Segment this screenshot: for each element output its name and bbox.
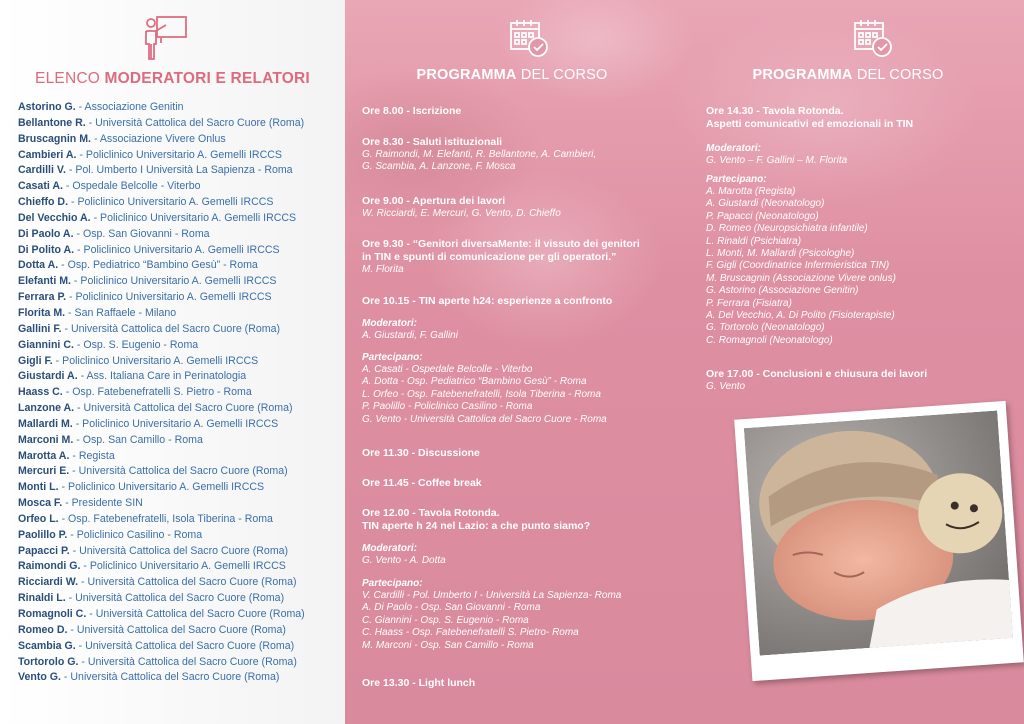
moderator-item: Monti L. - Policlinico Universitario A. Gemelli IRCCS: [18, 481, 265, 494]
program-block: [362, 195, 561, 220]
moderator-item: Astorino G. - Associazione Genitin: [18, 101, 184, 113]
program-title-2: PROGRAMMA DEL CORSO: [752, 67, 944, 83]
program-time-title: Ore 11.45 - Coffee break: [362, 477, 482, 489]
moderator-name: Gigli F.: [18, 354, 53, 367]
moderator-affiliation: Presidente SIN: [71, 497, 143, 510]
moderator-name: Bellantone R.: [18, 116, 86, 129]
moderator-name: Haass C.: [18, 386, 63, 399]
program-detail: A. Del Vecchio, A. Di Polito (Fisioterapiste): [706, 310, 895, 322]
program-detail: P. Ferrara (Fisiatra): [706, 297, 792, 309]
moderator-name: Astorino G.: [18, 101, 76, 113]
moderator-item: Cambieri A. - Policlinico Universitario A. Gemelli IRCCS: [18, 148, 282, 161]
program-detail: P. Paolillo - Policlinico Casilino - Roma: [362, 401, 533, 413]
moderator-name: Giannini C.: [18, 338, 74, 351]
moderator-name: Mosca F.: [18, 497, 63, 510]
program-block: [706, 105, 913, 131]
moderator-affiliation: Associazione Genitin: [84, 101, 184, 113]
moderator-name: Romagnoli C.: [18, 608, 87, 620]
moderator-name: Cardilli V.: [18, 164, 66, 177]
moderator-name: Ferrara P.: [18, 291, 67, 304]
program-time-title: Ore 9.00 - Apertura dei lavori: [362, 195, 506, 207]
moderator-name: Elefanti M.: [18, 275, 71, 288]
moderator-item: Di Polito A. - Policlinico Universitario A. Gemelli IRCCS: [18, 243, 280, 256]
program-detail: A. Di Paolo - Osp. San Giovanni - Roma: [362, 602, 541, 614]
moderator-name: Bruscagnin M.: [18, 132, 91, 145]
program-detail: L. Monti, M. Mallardi (Psicologhe): [706, 248, 855, 260]
program-time-title: Ore 8.00 - Iscrizione: [362, 105, 462, 117]
moderator-item: Mallardi M. - Policlinico Universitario A. Gemelli IRCCS: [18, 417, 279, 430]
program-block: [362, 447, 480, 460]
moderator-name: Tortorolo G.: [18, 655, 79, 668]
program-role-label: Partecipano:: [706, 174, 767, 185]
moderator-affiliation: Università Cattolica del Sacro Cuore (Roma): [95, 608, 305, 620]
moderator-item: Cardilli V. - Pol. Umberto I Università La Sapienza - Roma: [18, 164, 293, 177]
moderator-item: Haass C. - Osp. Fatebenefratelli S. Pietro - Roma: [18, 386, 252, 399]
moderator-item: Bruscagnin M. - Associazione Vivere Onlus: [18, 132, 226, 145]
moderator-name: Marotta A.: [18, 449, 70, 462]
program-role-label: Moderatori:: [362, 318, 417, 329]
moderator-affiliation: Università Cattolica del Sacro Cuore (Roma): [83, 402, 293, 415]
program-time-title: TIN aperte h 24 nel Lazio: a che punto siamo?: [362, 520, 591, 532]
moderator-item: Giannini C. - Osp. S. Eugenio - Roma: [18, 338, 199, 351]
program-block: [362, 136, 596, 174]
moderator-item: Mosca F. - Presidente SIN: [18, 497, 143, 510]
moderator-name: Papacci P.: [18, 544, 70, 557]
moderator-item: Elefanti M. - Policlinico Universitario A. Gemelli IRCCS: [18, 275, 277, 288]
moderator-affiliation: Università Cattolica del Sacro Cuore (Roma): [87, 655, 297, 668]
moderator-item: Gigli F. - Policlinico Universitario A. Gemelli IRCCS: [18, 354, 259, 367]
moderator-name: Mallardi M.: [18, 417, 73, 430]
moderator-name: Casati A.: [18, 180, 63, 193]
program-detail: G. Vento: [706, 381, 746, 392]
baby-photo: [734, 401, 1024, 681]
program-detail: A. Marotta (Regista): [706, 186, 796, 197]
program-role-label: Moderatori:: [362, 543, 417, 554]
moderator-item: Florita M. - San Raffaele - Milano: [18, 306, 177, 319]
moderator-item: Scambia G. - Università Cattolica del Sacro Cuore (Roma): [18, 639, 295, 652]
moderator-affiliation: Università Cattolica del Sacro Cuore (Roma): [85, 639, 295, 652]
moderator-affiliation: Osp. San Giovanni - Roma: [82, 227, 210, 240]
program-detail: G. Tortorolo (Neonatologo): [706, 322, 825, 334]
moderator-name: Gallini F.: [18, 322, 62, 335]
program-detail: G. Scambia, A. Lanzone, F. Mosca: [362, 161, 516, 173]
moderator-affiliation: San Raffaele - Milano: [74, 306, 177, 319]
moderator-affiliation: Università Cattolica del Sacro Cuore (Roma): [70, 322, 280, 335]
moderator-name: Romeo D.: [18, 623, 68, 636]
program-time-title: Ore 13.30 - Light lunch: [362, 677, 476, 689]
program-time-title: Ore 11.30 - Discussione: [362, 447, 480, 459]
program-detail: F. Gigli (Coordinatrice Infermieristica TIN): [706, 260, 890, 272]
program-detail: G. Vento - Università Cattolica del Sacro Cuore - Roma: [362, 413, 607, 425]
moderator-item: Romeo D. - Università Cattolica del Sacro Cuore (Roma): [18, 623, 286, 636]
moderator-affiliation: Osp. San Camillo - Roma: [82, 433, 203, 446]
moderator-affiliation: Osp. Fatebenefratelli, Isola Tiberina - Roma: [68, 512, 273, 525]
moderator-name: Dotta A.: [18, 259, 59, 272]
program-block: [362, 351, 607, 426]
moderator-name: Di Paolo A.: [18, 227, 74, 240]
program-detail: P. Papacci (Neonatologo): [706, 210, 819, 222]
program-block: [362, 577, 621, 652]
moderator-name: Raimondi G.: [18, 560, 81, 573]
program-block: [362, 677, 475, 690]
program-block: [362, 105, 461, 118]
program-detail: C. Romagnoli (Neonatologo): [706, 334, 833, 346]
program-detail: A. Giustardi (Neonatologo): [706, 198, 825, 210]
program-time-title: Ore 12.00 - Tavola Rotonda.: [362, 507, 500, 519]
moderator-item: Ferrara P. - Policlinico Universitario A. Gemelli IRCCS: [18, 291, 272, 304]
moderator-name: Mercuri E.: [18, 465, 70, 478]
program-block: [362, 238, 640, 276]
moderator-affiliation: Università Cattolica del Sacro Cuore (Roma): [87, 576, 297, 589]
moderator-affiliation: Regista: [78, 449, 115, 462]
moderator-item: Marotta A. - Regista: [18, 449, 115, 462]
moderator-item: Gallini F. - Università Cattolica del Sacro Cuore (Roma): [18, 322, 280, 335]
program-detail: M. Marconi - Osp. San Camillo - Roma: [362, 639, 534, 651]
moderator-affiliation: Università Cattolica del Sacro Cuore (Roma): [95, 116, 305, 129]
calendar-check-icon: [853, 18, 893, 58]
moderator-item: Orfeo L. - Osp. Fatebenefratelli, Isola Tiberina - Roma: [18, 512, 273, 525]
program-block: [362, 507, 590, 533]
program-block: [706, 368, 927, 393]
program-time-title: Ore 17.00 - Conclusioni e chiusura dei lavori: [706, 368, 928, 380]
program-detail: A. Casati - Ospedale Belcolle - Viterbo: [362, 364, 533, 375]
moderator-name: Rinaldi L.: [18, 592, 66, 605]
moderator-affiliation: Ass. Italiana Care in Perinatologia: [86, 370, 247, 383]
moderator-item: Del Vecchio A. - Policlinico Universitario A. Gemelli IRCCS: [18, 211, 297, 224]
moderator-name: Scambia G.: [18, 639, 76, 652]
moderator-name: Marconi M.: [18, 433, 74, 446]
program-block: [362, 542, 446, 567]
moderator-affiliation: Osp. S. Eugenio - Roma: [83, 338, 199, 351]
moderator-item: Vento G. - Università Cattolica del Sacro Cuore (Roma): [18, 671, 280, 684]
moderators-title: ELENCO MODERATORI E RELATORI: [35, 70, 310, 87]
moderator-item: Casati A. - Ospedale Belcolle - Viterbo: [18, 180, 201, 193]
program-time-title: Ore 14.30 - Tavola Rotonda.: [706, 105, 844, 117]
moderator-affiliation: Policlinico Universitario A. Gemelli IRCCS: [100, 211, 297, 224]
program-block: [362, 477, 482, 490]
moderator-affiliation: Pol. Umberto I Università La Sapienza - Roma: [75, 164, 293, 177]
moderator-name: Orfeo L.: [18, 512, 59, 525]
moderator-item: Lanzone A. - Università Cattolica del Sacro Cuore (Roma): [18, 402, 293, 415]
moderators-panel: [0, 0, 345, 724]
moderator-name: Cambieri A.: [18, 148, 77, 161]
program-detail: G. Astorino (Associazione Genitin): [706, 285, 859, 297]
moderator-affiliation: Università Cattolica del Sacro Cuore (Roma): [78, 465, 288, 478]
program-detail: L. Orfeo - Osp. Fatebenefratelli, Isola Tiberina - Roma: [362, 388, 601, 400]
program-detail: C. Giannini - Osp. S. Eugenio - Roma: [362, 614, 529, 626]
moderator-affiliation: Policlinico Casilino - Roma: [76, 528, 203, 541]
program-detail: M. Bruscagnin (Associazione Vivere onlus): [706, 272, 896, 284]
moderator-item: Giustardi A. - Ass. Italiana Care in Perinatologia: [18, 370, 247, 383]
moderator-affiliation: Policlinico Universitario A. Gemelli IRCCS: [89, 560, 286, 573]
moderator-item: Dotta A. - Osp. Pediatrico “Bambino Gesù” - Roma: [18, 259, 258, 272]
program-title-1: PROGRAMMA DEL CORSO: [416, 67, 608, 83]
moderator-affiliation: Università Cattolica del Sacro Cuore (Roma): [79, 544, 289, 557]
program-detail: L. Rinaldi (Psichiatra): [706, 235, 802, 247]
moderator-name: Lanzone A.: [18, 402, 75, 415]
program-detail: V. Cardilli - Pol. Umberto I - Università La Sapienza- Roma: [362, 590, 622, 601]
program-detail: M. Florita: [362, 264, 404, 275]
moderator-item: Romagnoli C. - Università Cattolica del Sacro Cuore (Roma): [18, 608, 305, 620]
program-role-label: Partecipano:: [362, 352, 423, 363]
moderator-item: Marconi M. - Osp. San Camillo - Roma: [18, 433, 203, 446]
program-detail: G. Vento – F. Gallini – M. Florita: [706, 155, 848, 166]
moderator-affiliation: Policlinico Universitario A. Gemelli IRCCS: [80, 275, 277, 288]
moderator-affiliation: Policlinico Universitario A. Gemelli IRCCS: [82, 417, 279, 430]
program-time-title: Ore 8.30 - Saluti istituzionali: [362, 136, 503, 148]
moderator-affiliation: Università Cattolica del Sacro Cuore (Roma): [75, 592, 285, 605]
program-detail: A. Giustardi, F. Gallini: [362, 330, 458, 341]
moderator-item: Rinaldi L. - Università Cattolica del Sacro Cuore (Roma): [18, 592, 285, 605]
program-block: [706, 142, 847, 167]
moderator-name: Florita M.: [18, 306, 66, 319]
program-block: [362, 317, 458, 342]
program-block: [706, 173, 896, 347]
calendar-check-icon: [509, 18, 549, 58]
program-detail: D. Romeo (Neuropsichiatra infantile): [706, 223, 868, 235]
presenter-icon: [143, 14, 189, 62]
program-role-label: Moderatori:: [706, 143, 761, 154]
program-detail: G. Raimondi, M. Elefanti, R. Bellantone, A. Cambieri,: [362, 149, 597, 160]
program-time-title: Aspetti comunicativi ed emozionali in TIN: [706, 118, 914, 130]
program-detail: W. Ricciardi, E. Mercuri, G. Vento, D. Chieffo: [362, 208, 561, 219]
program-panel: [345, 0, 1024, 724]
moderator-affiliation: Ospedale Belcolle - Viterbo: [72, 180, 201, 193]
moderator-name: Di Polito A.: [18, 243, 75, 256]
baby-photo-image: [744, 410, 1013, 655]
moderator-name: Vento G.: [18, 671, 61, 684]
moderator-item: Tortorolo G. - Università Cattolica del Sacro Cuore (Roma): [18, 655, 297, 668]
moderator-affiliation: Policlinico Universitario A. Gemelli IRCCS: [68, 481, 265, 494]
moderator-item: Ricciardi W. - Università Cattolica del Sacro Cuore (Roma): [18, 576, 297, 589]
moderator-item: Chieffo D. - Policlinico Universitario A. Gemelli IRCCS: [18, 196, 274, 209]
moderator-item: Papacci P. - Università Cattolica del Sacro Cuore (Roma): [18, 544, 289, 557]
moderator-item: Paolillo P. - Policlinico Casilino - Roma: [18, 528, 203, 541]
moderator-name: Paolillo P.: [18, 528, 68, 541]
moderator-affiliation: Osp. Fatebenefratelli S. Pietro - Roma: [72, 386, 252, 399]
program-detail: G. Vento - A. Dotta: [362, 555, 446, 566]
program-time-title: Ore 9.30 - “Genitori diversaMente: il vissuto dei genitori: [362, 238, 640, 250]
moderator-item: Raimondi G. - Policlinico Universitario A. Gemelli IRCCS: [18, 560, 286, 573]
moderator-name: Del Vecchio A.: [18, 211, 91, 224]
moderators-list: [18, 100, 305, 686]
moderator-name: Chieffo D.: [18, 196, 69, 209]
moderator-item: Bellantone R. - Università Cattolica del Sacro Cuore (Roma): [18, 116, 305, 129]
moderator-affiliation: Policlinico Universitario A. Gemelli IRCCS: [62, 354, 259, 367]
moderator-affiliation: Associazione Vivere Onlus: [99, 132, 226, 145]
moderator-affiliation: Policlinico Universitario A. Gemelli IRCCS: [77, 196, 274, 209]
moderator-affiliation: Università Cattolica del Sacro Cuore (Roma): [70, 671, 280, 684]
moderator-affiliation: Università Cattolica del Sacro Cuore (Roma): [76, 623, 286, 636]
program-detail: C. Haass - Osp. Fatebenefratelli S. Pietro- Roma: [362, 627, 579, 639]
moderator-name: Ricciardi W.: [18, 576, 79, 589]
program-detail: A. Dotta - Osp. Pediatrico “Bambino Gesù” - Roma: [362, 376, 587, 388]
moderator-affiliation: Policlinico Universitario A. Gemelli IRCCS: [75, 291, 272, 304]
moderator-affiliation: Policlinico Universitario A. Gemelli IRCCS: [83, 243, 280, 256]
moderator-item: Di Paolo A. - Osp. San Giovanni - Roma: [18, 227, 210, 240]
program-role-label: Partecipano:: [362, 578, 423, 589]
moderator-affiliation: Policlinico Universitario A. Gemelli IRCCS: [85, 148, 282, 161]
moderator-affiliation: Osp. Pediatrico “Bambino Gesù” - Roma: [67, 259, 258, 272]
moderator-name: Monti L.: [18, 481, 59, 494]
moderator-item: Mercuri E. - Università Cattolica del Sacro Cuore (Roma): [18, 465, 288, 478]
program-time-title: in TIN e spunti di comunicazione per gli operatori.”: [362, 251, 617, 263]
program-block: [362, 295, 612, 308]
program-time-title: Ore 10.15 - TIN aperte h24: esperienze a confronto: [362, 295, 613, 307]
moderator-name: Giustardi A.: [18, 370, 78, 383]
